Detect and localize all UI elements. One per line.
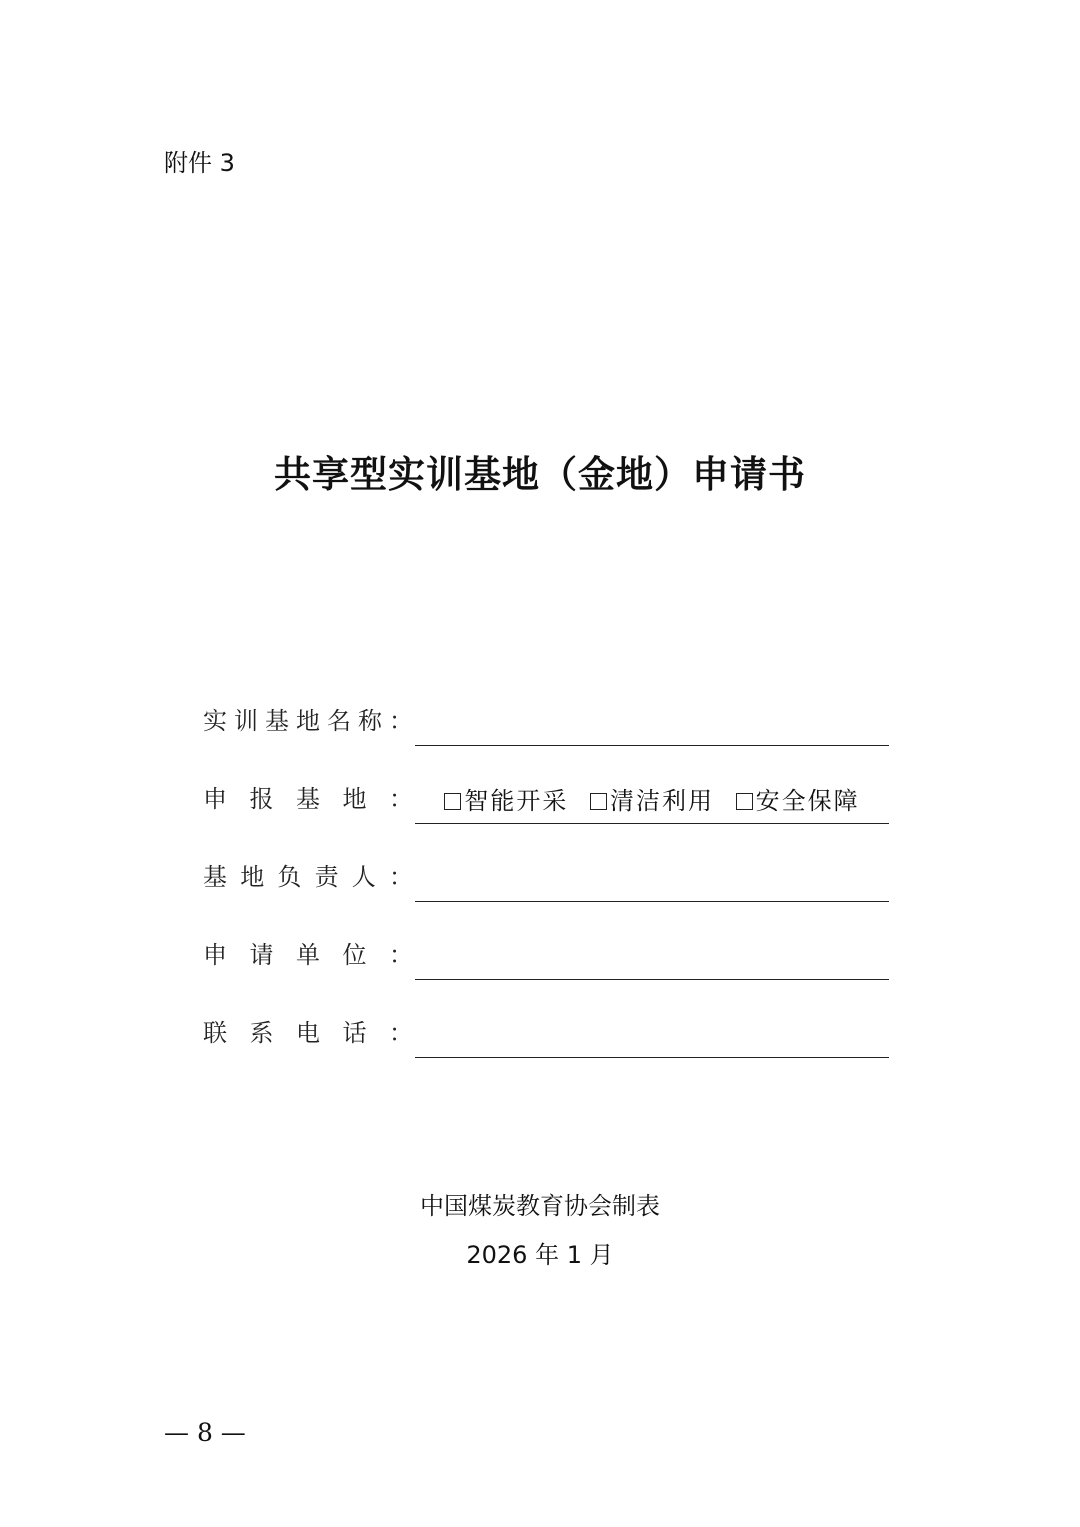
- base-leader-input-line[interactable]: [415, 901, 889, 902]
- label-char: 地: [240, 863, 265, 891]
- label-char: 负: [277, 863, 302, 891]
- declared-base-line: [415, 823, 889, 824]
- field-base-leader: [203, 852, 889, 902]
- attachment-label: 附件 3: [164, 149, 235, 177]
- field-label: [203, 857, 413, 892]
- label-char: 申: [203, 785, 227, 813]
- label-char: 基: [265, 707, 289, 735]
- label-char: 称: [358, 707, 382, 735]
- label-char: 人: [351, 863, 376, 891]
- field-base-name: [203, 696, 889, 746]
- option-intelligent-mining[interactable]: 智能开采: [444, 787, 568, 815]
- label-char: ：: [389, 785, 413, 813]
- field-declared-base: [203, 774, 889, 824]
- label-char: 位: [342, 941, 367, 969]
- field-applicant-unit: [203, 930, 889, 980]
- base-name-input-line[interactable]: [415, 745, 889, 746]
- label-char: 训: [234, 707, 258, 735]
- field-label: [203, 701, 413, 736]
- label-char: 名: [327, 707, 351, 735]
- label-char: ：: [389, 707, 413, 735]
- label-char: 基: [203, 863, 227, 891]
- label-char: 地: [342, 785, 367, 813]
- label-char: 电: [296, 1019, 320, 1047]
- label-char: 报: [249, 785, 274, 813]
- label-char: 联: [203, 1019, 227, 1047]
- field-label: [203, 935, 413, 970]
- field-contact-phone: [203, 1008, 889, 1058]
- issuing-organization: 中国煤炭教育协会制表: [420, 1192, 660, 1220]
- field-label: [203, 779, 413, 814]
- label-char: ：: [388, 863, 413, 891]
- checkbox-icon[interactable]: [590, 793, 607, 810]
- label-char: 责: [314, 863, 339, 891]
- label-char: ：: [389, 1019, 413, 1047]
- base-options: [415, 781, 889, 816]
- field-label: [203, 1013, 413, 1048]
- label-char: ：: [389, 941, 413, 969]
- checkbox-icon[interactable]: [444, 793, 461, 810]
- label-char: 单: [296, 941, 320, 969]
- page-number: — 8 —: [164, 1418, 246, 1447]
- label-char: 地: [296, 707, 320, 735]
- contact-phone-input-line[interactable]: [415, 1057, 889, 1058]
- label-char: 实: [203, 707, 227, 735]
- label-char: 请: [249, 941, 274, 969]
- option-clean-utilization[interactable]: 清洁利用: [590, 787, 714, 815]
- option-safety-assurance[interactable]: 安全保障: [736, 787, 860, 815]
- issue-date: 2026 年 1 月: [466, 1241, 614, 1269]
- label-char: 系: [249, 1019, 274, 1047]
- label-char: 基: [296, 785, 320, 813]
- document-title: 共享型实训基地（金地）申请书: [274, 452, 806, 496]
- label-char: 话: [342, 1019, 367, 1047]
- applicant-unit-input-line[interactable]: [415, 979, 889, 980]
- checkbox-icon[interactable]: [736, 793, 753, 810]
- label-char: 申: [203, 941, 227, 969]
